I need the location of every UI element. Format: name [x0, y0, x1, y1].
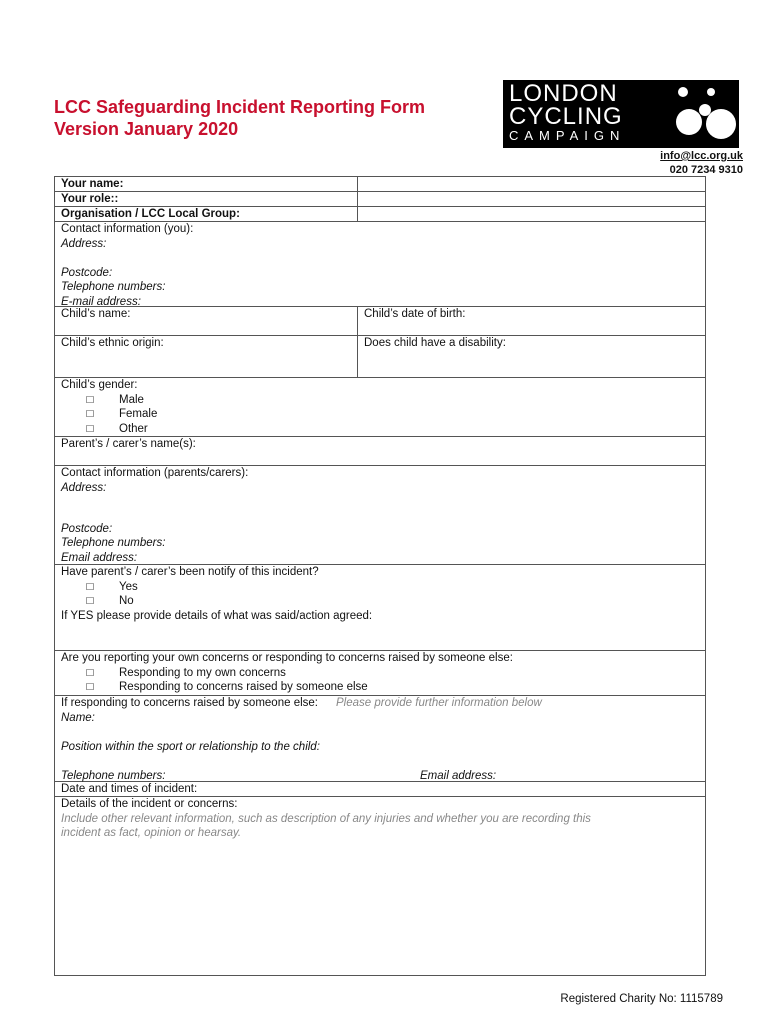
row-reporting-type [55, 651, 705, 696]
checkbox-icon[interactable]: □ [86, 681, 94, 693]
row-contact-parents[interactable] [55, 466, 705, 565]
contact-parents-postcode: Postcode: [61, 522, 113, 535]
row-your-name [55, 177, 705, 192]
title-line-1: LCC Safeguarding Incident Reporting Form [54, 97, 426, 117]
row-your-role [55, 192, 705, 207]
checkbox-icon[interactable]: □ [86, 393, 94, 406]
contact-parents-telephone: Telephone numbers: [61, 537, 166, 549]
contact-parents-heading: Contact information (parents/carers): [61, 467, 249, 479]
row-parents-name[interactable] [55, 437, 705, 466]
date-times-label: Date and times of incident: [61, 783, 198, 795]
childs-ethnic-label: Child’s ethnic origin: [61, 337, 164, 349]
gender-heading: Child’s gender: [61, 379, 138, 391]
notified-option-yes[interactable]: □ Yes [61, 580, 705, 595]
checkbox-icon[interactable]: □ [86, 666, 94, 679]
gender-option-female[interactable]: □ Female [61, 407, 705, 422]
child-disability-label: Does child have a disability: [364, 337, 506, 349]
someone-else-position: Position within the sport or relationship to the child: [61, 740, 320, 753]
row-child-name-dob [55, 307, 705, 336]
checkbox-icon[interactable]: □ [86, 422, 94, 435]
email-link[interactable]: info@lcc.org.uk [660, 150, 743, 162]
someone-else-hint: Please provide further information below [335, 697, 542, 709]
lcc-logo [503, 80, 739, 148]
row-incident-details[interactable] [55, 797, 705, 975]
contact-parents-email: Email address: [61, 551, 138, 564]
organisation-label: Organisation / LCC Local Group: [55, 207, 358, 221]
contact-you-email: E-mail address: [61, 295, 141, 308]
contact-block [660, 149, 743, 177]
childs-name-field[interactable] [55, 307, 358, 335]
your-name-label: Your name: [55, 177, 358, 191]
row-someone-else[interactable] [55, 696, 705, 782]
logo-word-cycling: CYCLING [509, 103, 623, 130]
your-name-field[interactable] [358, 177, 705, 191]
someone-else-name: Name: [61, 711, 95, 724]
logo-word-london: LONDON [509, 80, 618, 107]
your-role-label: Your role:: [55, 192, 358, 206]
childs-dob-label: Child’s date of birth: [364, 308, 466, 320]
reporting-question: Are you reporting your own concerns or responding to concerns raised by someone else: [61, 652, 513, 664]
contact-you-telephone: Telephone numbers: [61, 281, 166, 293]
row-date-times[interactable] [55, 782, 705, 797]
charity-number: Registered Charity No: 1115789 [560, 993, 723, 1005]
gender-option-other[interactable]: □ Other [61, 422, 705, 437]
your-role-field[interactable] [358, 192, 705, 206]
incident-form [54, 176, 706, 976]
row-contact-you[interactable] [55, 222, 705, 307]
gender-option-male[interactable]: □ Male [61, 393, 705, 408]
someone-else-email: Email address: [420, 769, 497, 782]
someone-else-label: If responding to concerns raised by someone else: [61, 697, 318, 709]
details-hint-line-1: Include other relevant information, such as description of any injuries and whether you are recording this [61, 812, 591, 825]
checkbox-icon[interactable]: □ [86, 595, 94, 607]
row-organisation [55, 207, 705, 222]
parents-name-label: Parent’s / carer’s name(s): [61, 438, 196, 450]
row-child-gender [55, 378, 705, 437]
contact-you-postcode: Postcode: [61, 266, 113, 279]
checkbox-icon[interactable]: □ [86, 580, 94, 593]
notified-question: Have parent’s / carer’s been notify of this incident? [61, 566, 319, 578]
notified-details-label: If YES please provide details of what was said/action agreed: [61, 609, 373, 622]
reporting-option-own[interactable]: □ Responding to my own concerns [61, 666, 705, 681]
reporting-option-someone-else[interactable]: □ Responding to concerns raised by someone else [61, 680, 705, 695]
details-hint-line-2: incident as fact, opinion or hearsay. [61, 827, 242, 839]
row-parents-notified [55, 565, 705, 651]
childs-name-label: Child’s name: [61, 308, 131, 320]
title-line-2: Version January 2020 [54, 119, 239, 139]
logo-word-campaign: CAMPAIGN [509, 128, 626, 143]
checkbox-icon[interactable]: □ [86, 408, 94, 420]
form-title [54, 96, 425, 140]
contact-you-address: Address: [61, 237, 107, 250]
someone-else-telephone: Telephone numbers: [61, 769, 166, 782]
bicycle-circles-icon [643, 80, 739, 148]
contact-you-heading: Contact information (you): [61, 223, 194, 235]
row-child-ethnic-disability [55, 336, 705, 378]
notified-option-no[interactable]: □ No [61, 594, 705, 609]
childs-ethnic-field[interactable] [55, 336, 358, 377]
contact-parents-address: Address: [61, 481, 107, 494]
organisation-field[interactable] [358, 207, 705, 221]
childs-dob-field[interactable] [358, 307, 705, 335]
phone-number: 020 7234 9310 [669, 164, 743, 176]
child-disability-field[interactable] [358, 336, 705, 377]
details-heading: Details of the incident or concerns: [61, 798, 238, 810]
